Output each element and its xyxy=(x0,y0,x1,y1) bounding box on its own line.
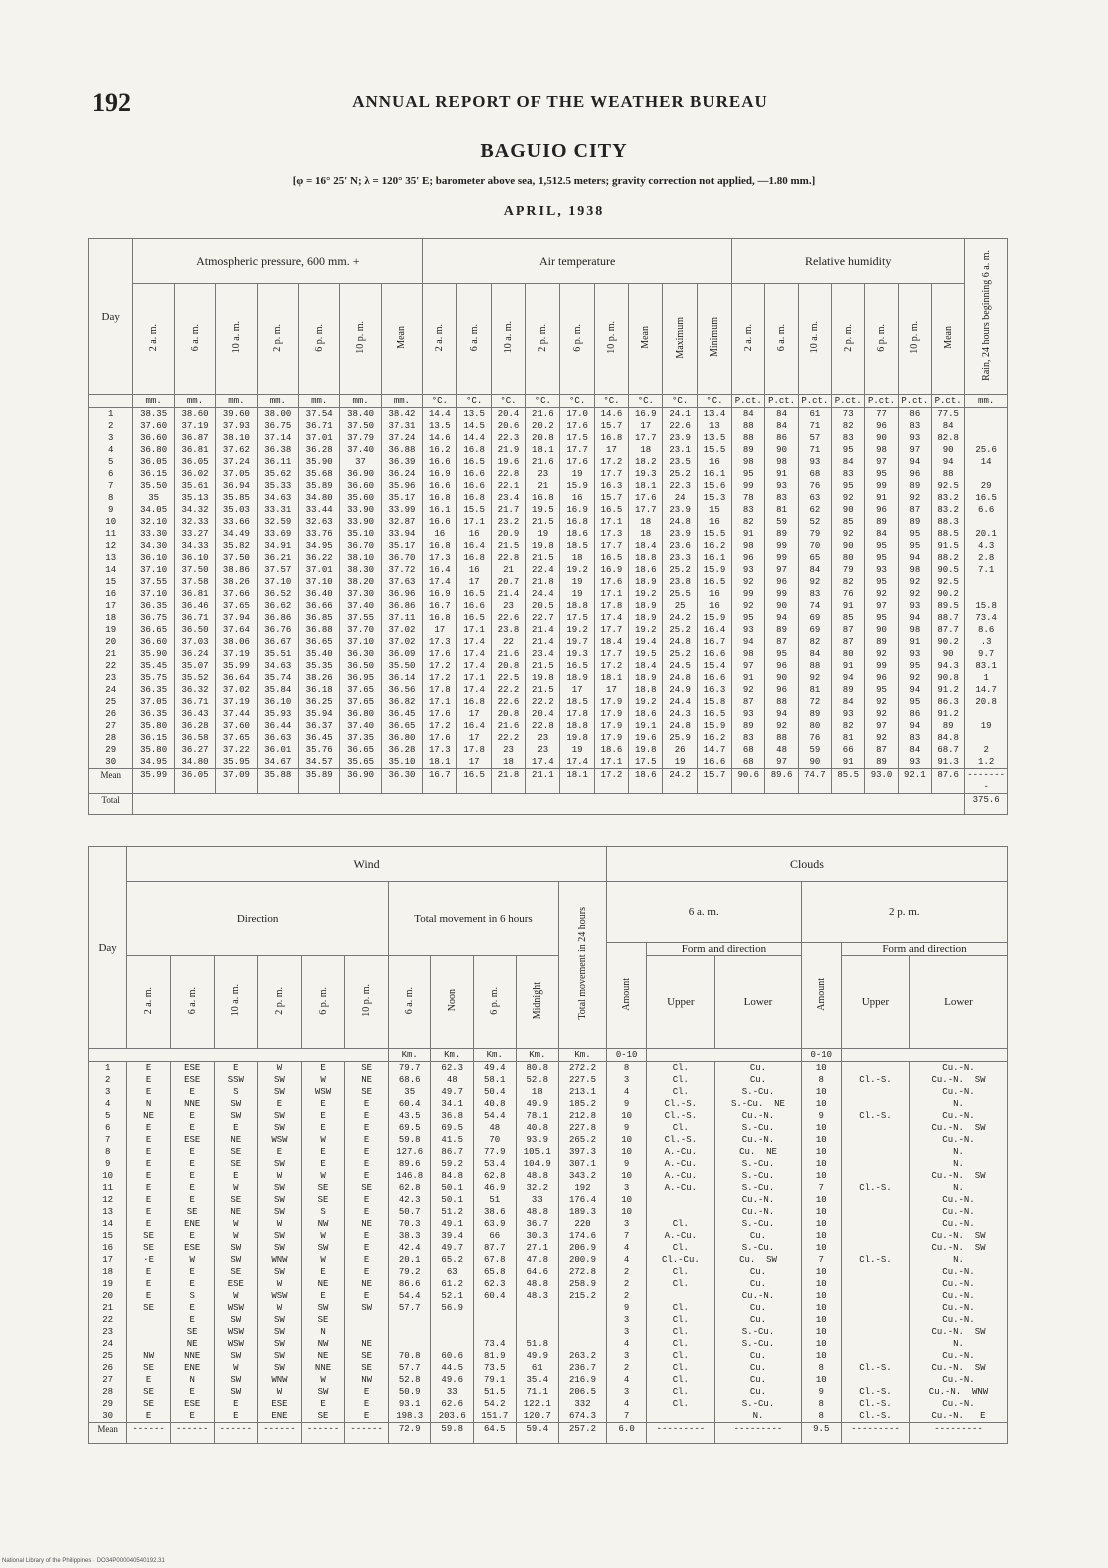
pressure-column: 38.40 37.50 37.79 37.40 37 36.90 36.60 35.60 33.90 33.90 35.10 36.70 38.10 38.30 38.20 37.30 37.40 37.55 37.70 37.10 36.30 36.50 36.95 37.65 37.65 36.80 37.40 37.35 36.65 35.65 xyxy=(340,408,381,769)
day-header: Day xyxy=(89,239,133,395)
unit-cell xyxy=(841,1049,1007,1062)
mean-cell: ------ xyxy=(170,1423,214,1444)
unit-cell: P.ct. xyxy=(798,395,831,408)
humidity-column: 77.5 84 82.8 90 94 88 92.5 83.2 83.2 88.3 88.5 91.5 88.2 90.5 92.5 90.2 89.5 88.7 87.7 90.2 90 94.3 90.8 91.2 86.3 91.2 89 84.8 68.7 91.3 xyxy=(931,408,964,769)
amount-am-header: Amount xyxy=(606,943,646,1049)
total-blank xyxy=(133,794,965,815)
running-head: ANNUAL REPORT OF THE WEATHER BUREAU xyxy=(352,92,768,111)
mean-cell: 92.1 xyxy=(898,769,931,794)
mean-cell: ------ xyxy=(258,1423,302,1444)
mean-cell: 85.5 xyxy=(832,769,865,794)
temp-col-header: 10 a. m. xyxy=(491,284,525,395)
pressure-column: 38.00 36.75 37.14 36.38 36.11 35.62 35.33 34.63 33.31 32.59 33.69 34.91 36.21 37.57 37.10 36.52 36.62 36.86 36.76 36.67 35.51 34.63 35.74 35.84 36.10 35.93 36.44 36.63 36.01 34.67 xyxy=(257,408,298,769)
mean-cell: ------ xyxy=(345,1423,389,1444)
temp-col-header: Minimum xyxy=(697,284,731,395)
unit-cell xyxy=(89,395,133,408)
day-number-column: 1 2 3 4 5 6 7 8 9 10 11 12 13 14 15 16 17 18 19 20 21 22 23 24 25 26 27 28 29 30 xyxy=(89,408,133,769)
mean-cell: 17.2 xyxy=(594,769,628,794)
unit-cell: °C. xyxy=(697,395,731,408)
mean-cell: ------ xyxy=(214,1423,258,1444)
pressure-col-header: 6 a. m. xyxy=(174,284,215,395)
direction-col-header: 6 a. m. xyxy=(170,956,214,1049)
wind-direction-column: E SSW S SW SW E NE SE SE E W SE NE W W SW SW SE ESE W WSW SW WSW WSW SW W SW SW E E xyxy=(214,1062,258,1423)
report-month: APRIL, 1938 xyxy=(503,204,605,219)
mean-cell: 36.90 xyxy=(340,769,381,794)
direction-col-header: 6 p. m. xyxy=(301,956,345,1049)
humidity-column: 84 84 86 90 98 91 93 83 81 59 89 99 99 97 96 99 90 94 89 87 95 96 90 96 88 94 92 88 48 97 xyxy=(765,408,798,769)
direction-col-header: 10 p. m. xyxy=(345,956,389,1049)
unit-cell: mm. xyxy=(133,395,174,408)
mean-cell: 21.8 xyxy=(491,769,525,794)
cloud-lower-pm-column: Cu.-N. Cu.-N. SW Cu.-N. N. Cu.-N. Cu.-N. SW Cu.-N. N. N. Cu.-N. SW N. Cu.-N. Cu.-N. Cu.-N. Cu.-N. SW Cu.-N. SW N. Cu.-N. Cu.-N. Cu.-N. Cu.-N. Cu.-N. Cu.-N. SW N. Cu.-N. Cu.-N. SW Cu.-N. Cu.-N. WNW Cu.-N. Cu.-N. E xyxy=(910,1062,1008,1423)
unit-cell: Km. xyxy=(516,1049,559,1062)
unit-cell: °C. xyxy=(629,395,663,408)
mean-cell: 35.88 xyxy=(257,769,298,794)
mean-cell: 15.7 xyxy=(697,769,731,794)
unit-cell: P.ct. xyxy=(898,395,931,408)
pressure-col-header: 10 p. m. xyxy=(340,284,381,395)
mean-cell: ------ xyxy=(301,1423,345,1444)
mean-cell: 36.30 xyxy=(381,769,422,794)
wind-movement-column: 79.7 68.6 35 60.4 43.5 69.5 59.8 127.6 89.6 146.8 62.8 42.3 50.7 70.3 38.3 42.4 20.1 79.2 86.6 54.4 57.7 70.8 57.7 52.8 50.9 93.1 198.3 xyxy=(388,1062,431,1423)
temperature-column: 24.1 22.6 23.9 23.1 23.5 25.2 22.3 24 23.9 24.8 23.9 23.6 23.3 25.2 23.8 25.5 25 24.2 25.2 24.8 25.2 24.5 24.8 24.9 24.4 24.3 24.8 25.9 26 19 xyxy=(663,408,697,769)
unit-cell: °C. xyxy=(457,395,491,408)
mean-cell: 89.6 xyxy=(765,769,798,794)
amount-pm-header: Amount xyxy=(801,943,841,1049)
movement-col-header: 6 a. m. xyxy=(388,956,431,1049)
form-am-header: Form and direction xyxy=(647,943,801,956)
unit-cell: mm. xyxy=(216,395,257,408)
unit-cell: mm. xyxy=(298,395,339,408)
mean-cell: 9.5 xyxy=(801,1423,841,1444)
unit-cell: °C. xyxy=(560,395,594,408)
humidity-col-header: 6 a. m. xyxy=(765,284,798,395)
wind-direction-column: SE NE SE E E E E E E E SE E E NE E E E E NE E SW NE SE SE NW E E E xyxy=(345,1062,389,1423)
unit-cell: Km. xyxy=(474,1049,517,1062)
station-coordinates: [φ = 16° 25′ N; λ = 120° 35′ E; barometer above sea, 1,512.5 meters; gravity correction not applied, —1.80 mm.] xyxy=(292,175,816,187)
unit-cell: 0-10 xyxy=(801,1049,841,1062)
mean-cell: 93.0 xyxy=(865,769,898,794)
unit-cell: mm. xyxy=(381,395,422,408)
temperature-group-header: Air temperature xyxy=(423,239,732,284)
mean-cell: 35.99 xyxy=(133,769,174,794)
mean-cell: -------- xyxy=(965,769,1008,794)
cloud-upper-am-column: Cl. Cl. Cl. Cl.-S. Cl.-S. Cl. Cl.-S. A.-Cu. A.-Cu. A.-Cu. A.-Cu. Cl. A.-Cu. Cl. Cl.-Cu. Cl. Cl. Cl. Cl. Cl. Cl. Cl. Cl. Cl. Cl. Cl. xyxy=(647,1062,715,1423)
movement-header: Total movement in 6 hours xyxy=(388,882,558,956)
mean-cell: 90.6 xyxy=(732,769,765,794)
temperature-column: 13.5 14.5 14.4 16.8 16.5 16.6 16.6 16.8 15.5 17.1 16 16.4 16.8 16 17 16.5 16.6 16.5 17.1 17.4 17.4 17.4 17.1 17.4 16.8 17 16.4 17 17.8 17 xyxy=(457,408,491,769)
unit-cell: P.ct. xyxy=(765,395,798,408)
mean-cell: 35.89 xyxy=(298,769,339,794)
temp-col-header: Mean xyxy=(629,284,663,395)
humidity-col-header: Mean xyxy=(931,284,964,395)
wind-direction-column: E E E N NE E E E E E E E E E SE SE ·E E E E SE NW SE E SE SE E xyxy=(127,1062,171,1423)
humidity-group-header: Relative humidity xyxy=(732,239,965,284)
humidity-col-header: 10 p. m. xyxy=(898,284,931,395)
unit-cell: mm. xyxy=(257,395,298,408)
unit-cell: Km. xyxy=(431,1049,474,1062)
unit-cell xyxy=(647,1049,801,1062)
wind-direction-column: ESE ESE E NNE E E ESE E E E E E SE ENE E ESE W E E S E E SE NE NNE ENE N E ESE E xyxy=(170,1062,214,1423)
mean-cell: 21.1 xyxy=(526,769,560,794)
movement-col-header: Noon xyxy=(431,956,474,1049)
temp-col-header: Maximum xyxy=(663,284,697,395)
humidity-col-header: 2 a. m. xyxy=(732,284,765,395)
humidity-col-header: 2 p. m. xyxy=(832,284,865,395)
cloud-amount-am-column: 8 3 4 9 10 9 10 10 9 10 3 10 10 3 7 4 4 2 2 2 9 3 3 4 3 2 4 3 4 7 xyxy=(606,1062,646,1423)
direction-col-header: 10 a. m. xyxy=(214,956,258,1049)
mean-row-label: Mean xyxy=(89,769,133,794)
humidity-col-header: 6 p. m. xyxy=(865,284,898,395)
wind-movement-column: 62.3 48 49.7 34.1 36.8 69.5 41.5 86.7 59.2 84.8 50.1 50.1 51.2 49.1 39.4 49.7 65.2 63 61.2 52.1 56.9 60.6 44.5 49.6 33 62.6 203.6 xyxy=(431,1062,474,1423)
clouds-am-header: 6 a. m. xyxy=(606,882,801,943)
mean-cell: 257.2 xyxy=(559,1423,607,1444)
pressure-col-header: 2 p. m. xyxy=(257,284,298,395)
mean-cell: 16.5 xyxy=(457,769,491,794)
wind-movement-column: 49.4 58.1 50.4 40.8 54.4 48 70 77.9 53.4 62.8 46.9 51 38.6 63.9 66 87.7 67.8 65.8 62.3 60.4 73.4 81.9 73.5 79.1 51.5 54.2 151.7 xyxy=(474,1062,517,1423)
wind-movement24-column: 272.2 227.5 213.1 185.2 212.8 227.8 265.2 397.3 307.1 343.2 192 176.4 189.3 220 174.6 206.9 200.9 272.8 258.9 215.2 263.2 236.7 216.9 206.5 332 674.3 xyxy=(559,1062,607,1423)
pressure-col-header: Mean xyxy=(381,284,422,395)
movement-col-header: 6 p. m. xyxy=(474,956,517,1049)
temperature-column: 14.4 13.5 14.6 16.2 16.6 16.9 16.6 16.8 16.1 16.6 16 16.8 17.3 16.4 17.4 16.9 16.7 16.8 17 17.3 17.6 17.2 17.2 17.8 17.1 17.6 17.2 17.6 17.3 18.1 xyxy=(423,408,457,769)
clouds-group-header: Clouds xyxy=(606,847,1007,882)
unit-cell: P.ct. xyxy=(832,395,865,408)
temp-col-header: 2 p. m. xyxy=(526,284,560,395)
pressure-column: 38.35 37.60 36.60 36.80 36.05 36.15 35.50 35 34.05 32.10 33.30 34.30 36.10 37.10 37.55 37.10 36.35 36.75 36.65 36.60 35.90 35.45 35.75 36.35 37.05 36.35 35.80 36.15 35.80 34.95 xyxy=(133,408,174,769)
mean-cell: 18.6 xyxy=(629,769,663,794)
temp-col-header: 6 p. m. xyxy=(560,284,594,395)
temperature-column: 13.4 13 13.5 15.5 16 16.1 15.6 15.3 15 16 15.5 16.2 16.1 15.9 16.5 16 16 15.9 16.4 16.7 16.6 15.4 16.6 16.3 15.8 16.5 15.9 16.2 14.7 16.6 xyxy=(697,408,731,769)
temp-col-header: 2 a. m. xyxy=(423,284,457,395)
temperature-column: 14.6 15.7 16.8 17 17.2 17.7 16.3 15.7 16.5 17.1 17.3 17.7 16.5 16.9 17.6 17.1 17.8 17.4 17.7 18.4 17.7 17.2 18.1 17 17.9 17.9 17.9 17.9 18.6 17.1 xyxy=(594,408,628,769)
mean-row-label: Mean xyxy=(89,1423,127,1444)
humidity-column: 77 96 90 98 97 95 99 91 96 89 84 95 95 93 95 92 97 95 90 89 92 99 96 95 92 92 97 92 87 89 xyxy=(865,408,898,769)
mean-cell: 59.8 xyxy=(431,1423,474,1444)
mean-cell: 16.7 xyxy=(423,769,457,794)
mean-cell: 37.09 xyxy=(216,769,257,794)
day-number-column: 1 2 3 4 5 6 7 8 9 10 11 12 13 14 15 16 17 18 19 20 21 22 23 24 25 26 27 28 29 30 xyxy=(89,1062,127,1423)
unit-cell: °C. xyxy=(526,395,560,408)
cloud-upper-pm-column: Cl.-S. Cl.-S. Cl.-S. Cl.-S. Cl.-S. Cl.-S. Cl.-S. Cl.-S. xyxy=(841,1062,909,1423)
humidity-column: 86 83 93 97 94 96 89 92 87 89 95 95 94 98 92 92 93 94 98 91 93 95 92 94 95 86 94 83 84 93 xyxy=(898,408,931,769)
mean-cell: --------- xyxy=(910,1423,1008,1444)
unit-cell: °C. xyxy=(491,395,525,408)
direction-col-header: 2 p. m. xyxy=(258,956,302,1049)
upper-pm-header: Upper xyxy=(841,956,909,1049)
wind-direction-column: W SW SW E SW SW WSW E SW W SW SW SW W SW SW WNW SW W WSW W SW SW SW SW SW WNW W ESE ENE xyxy=(258,1062,302,1423)
mean-cell: --------- xyxy=(841,1423,909,1444)
rain-header: Rain, 24 hours beginning 6 a. m. xyxy=(965,239,1008,395)
unit-cell: °C. xyxy=(423,395,457,408)
pressure-group-header: Atmospheric pressure, 600 mm. + xyxy=(133,239,423,284)
unit-cell: Km. xyxy=(388,1049,431,1062)
cloud-lower-am-column: Cu. Cu. S.-Cu. S.-Cu. NE Cu.-N. S.-Cu. Cu.-N. Cu. NE S.-Cu. S.-Cu. S.-Cu. Cu.-N. Cu.-N. S.-Cu. Cu. S.-Cu. Cu. SW Cu. Cu. Cu.-N. Cu. Cu. S.-Cu. S.-Cu. Cu. Cu. Cu. Cu. S.-Cu. N. xyxy=(715,1062,801,1423)
pressure-column: 39.60 37.93 38.10 37.62 37.24 37.05 36.94 35.85 35.03 33.66 34.49 35.82 37.50 38.86 38.26 37.66 37.65 37.94 37.64 38.06 37.19 35.99 36.64 37.02 37.19 37.44 37.60 37.65 37.22 35.95 xyxy=(216,408,257,769)
unit-cell: P.ct. xyxy=(732,395,765,408)
unit-cell: mm. xyxy=(340,395,381,408)
weather-table-1 xyxy=(88,238,1008,815)
mean-cell: 18.1 xyxy=(560,769,594,794)
pressure-column: 38.60 37.19 36.87 36.81 36.05 36.02 35.61 35.13 34.32 32.33 33.27 34.33 36.10 37.50 37.58 36.81 36.46 36.71 36.50 37.03 36.24 35.07 35.52 36.32 36.71 36.43 36.28 36.58 36.27 34.80 xyxy=(174,408,215,769)
pressure-column: 38.42 37.31 37.24 36.88 36.39 36.24 35.96 35.17 33.99 32.87 33.94 35.17 36.70 37.72 37.63 36.96 36.86 37.11 37.02 37.02 36.09 35.50 36.14 36.56 36.82 36.45 36.65 36.80 36.28 35.10 xyxy=(381,408,422,769)
humidity-column: 61 71 57 71 93 68 76 63 62 52 79 70 65 84 92 83 74 69 69 82 84 88 92 81 72 89 80 76 59 90 xyxy=(798,408,831,769)
mean-cell: --------- xyxy=(715,1423,801,1444)
movement-col-header: Midnight xyxy=(516,956,559,1049)
mean-cell: ------ xyxy=(127,1423,171,1444)
mean-cell: --------- xyxy=(647,1423,715,1444)
temperature-column: 21.6 20.2 20.8 18.1 21.6 23 21 16.8 19.5 21.5 19 19.8 21.5 22.4 21.8 24.4 20.5 22.7 21.4 21.4 23.4 21.5 19.8 21.5 22.2 20.4 22.8 23 23 17.4 xyxy=(526,408,560,769)
weather-table-2 xyxy=(88,846,1008,1444)
wind-group-header: Wind xyxy=(127,847,607,882)
lower-am-header: Lower xyxy=(715,956,801,1049)
unit-cell: mm. xyxy=(174,395,215,408)
movement24-header: Total movement in 24 hours xyxy=(559,882,607,1049)
library-note: National Library of the Philippines · DO34P000040540192.31 xyxy=(2,1558,165,1564)
cloud-amount-pm-column: 10 8 10 10 9 10 10 10 10 10 7 10 10 10 10 10 7 10 10 10 10 10 10 10 10 8 10 9 8 8 xyxy=(801,1062,841,1423)
unit-cell: Km. xyxy=(559,1049,607,1062)
mean-cell: 72.9 xyxy=(388,1423,431,1444)
pressure-column: 37.54 36.71 37.01 36.28 35.90 35.68 35.89 34.80 33.44 32.63 33.76 34.95 36.22 37.01 37.10 36.40 36.66 36.85 36.88 36.65 35.40 35.35 38.26 36.18 36.25 35.94 36.37 36.45 35.76 34.57 xyxy=(298,408,339,769)
form-pm-header: Form and direction xyxy=(841,943,1007,956)
mean-cell: 6.0 xyxy=(606,1423,646,1444)
temperature-column: 17.0 17.6 17.5 17.7 17.6 19 15.9 16 16.9 16.8 18.6 18.5 18 19.2 19 19 18.8 17.5 19.2 19.7 19.3 16.5 18.9 17 18.5 17.8 18.8 19.8 19 17.4 xyxy=(560,408,594,769)
upper-am-header: Upper xyxy=(647,956,715,1049)
wind-movement-column: 80.8 52.8 18 49.9 78.1 40.8 93.9 105.1 104.9 48.8 32.2 33 48.8 36.7 30.3 27.1 47.8 64.6 48.8 48.3 51.8 49.9 61 35.4 71.1 122.1 120.7 xyxy=(516,1062,559,1423)
mean-cell: 64.5 xyxy=(474,1423,517,1444)
humidity-column: 84 88 88 89 98 95 99 78 83 82 91 98 96 93 92 99 92 95 93 94 98 97 91 92 87 93 89 83 68 68 xyxy=(732,408,765,769)
rain-column: 25.6 14 29 16.5 6.6 20.1 4.3 2.8 7.1 15.8 73.4 8.6 .3 9.7 83.1 1 14.7 20.8 19 2 1.2 xyxy=(965,408,1008,769)
page-number: 192 xyxy=(92,88,131,117)
mean-cell: 87.6 xyxy=(931,769,964,794)
direction-col-header: 2 a. m. xyxy=(127,956,171,1049)
unit-cell: P.ct. xyxy=(865,395,898,408)
mean-cell: 36.05 xyxy=(174,769,215,794)
unit-cell: °C. xyxy=(594,395,628,408)
temperature-column: 20.4 20.6 22.3 21.9 19.6 22.8 22.1 23.4 21.7 23.2 20.9 21.5 22.8 21 20.7 21.4 23 22.6 23.8 22 21.6 20.8 22.5 22.2 22.6 20.8 21.6 22.2 23 18 xyxy=(491,408,525,769)
unit-cell: P.ct. xyxy=(931,395,964,408)
humidity-col-header: 10 a. m. xyxy=(798,284,831,395)
pressure-col-header: 10 a. m. xyxy=(216,284,257,395)
temp-col-header: 10 p. m. xyxy=(594,284,628,395)
clouds-pm-header: 2 p. m. xyxy=(801,882,1007,943)
total-row-label: Total xyxy=(89,794,133,815)
mean-cell: 24.2 xyxy=(663,769,697,794)
day-header: Day xyxy=(89,847,127,1049)
unit-cell: °C. xyxy=(663,395,697,408)
pressure-col-header: 6 p. m. xyxy=(298,284,339,395)
unit-cell: mm. xyxy=(965,395,1008,408)
unit-cell: 0-10 xyxy=(606,1049,646,1062)
mean-cell: 74.7 xyxy=(798,769,831,794)
temperature-column: 16.9 17 17.7 18 18.2 19.3 18.1 17.6 17.7 18 18 18.4 18.8 18.6 18.9 19.2 18.9 18.9 19.2 19.4 19.5 18.4 18.9 18.8 19.2 18.6 19.1 19.6 19.8 17.5 xyxy=(629,408,663,769)
pressure-col-header: 2 a. m. xyxy=(133,284,174,395)
total-rain-cell: 375.6 xyxy=(965,794,1008,815)
lower-pm-header: Lower xyxy=(910,956,1008,1049)
station-title: BAGUIO CITY xyxy=(480,140,628,162)
mean-cell: 59.4 xyxy=(516,1423,559,1444)
wind-direction-column: E W WSW E E E W E E W SE SE S NW W SW W E NE E SW SE N NW NE NNE W SW E SE xyxy=(301,1062,345,1423)
unit-cell xyxy=(89,1049,389,1062)
humidity-column: 73 82 83 95 84 83 95 92 90 85 92 90 80 79 82 76 91 85 87 87 80 91 94 89 84 93 82 81 66 91 xyxy=(832,408,865,769)
temp-col-header: 6 a. m. xyxy=(457,284,491,395)
direction-header: Direction xyxy=(127,882,389,956)
